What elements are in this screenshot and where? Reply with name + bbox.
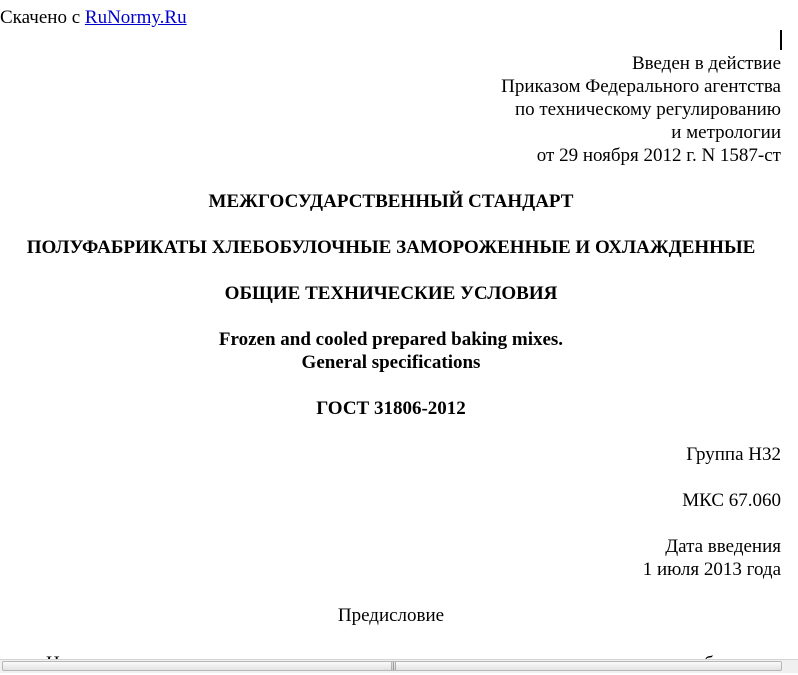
standard-type-heading: МЕЖГОСУДАРСТВЕННЫЙ СТАНДАРТ <box>208 191 574 212</box>
group-code: Группа Н32 <box>686 444 781 465</box>
approval-line-3: по техническому регулированию <box>514 99 781 120</box>
approval-line-1: Введен в действие <box>631 53 781 74</box>
mks-code: МКС 67.060 <box>682 490 781 511</box>
document-subtitle: ОБЩИЕ ТЕХНИЧЕСКИЕ УСЛОВИЯ <box>224 283 558 304</box>
english-title-line-2: General specifications <box>301 352 481 373</box>
gost-number: ГОСТ 31806-2012 <box>316 398 466 419</box>
document-title: ПОЛУФАБРИКАТЫ ХЛЕБОБУЛОЧНЫЕ ЗАМОРОЖЕННЫЕ И ОХЛАЖДЕННЫЕ <box>26 237 756 258</box>
preface-heading: Предисловие <box>337 605 445 626</box>
english-title <box>0 328 782 374</box>
source-line <box>0 6 187 29</box>
english-title-line-1: Frozen and cooled prepared baking mixes. <box>218 329 564 350</box>
approval-line-5: от 29 ноября 2012 г. N 1587-ст <box>536 145 781 166</box>
text-cursor <box>780 30 782 50</box>
approval-block <box>361 52 781 167</box>
horizontal-scrollbar[interactable] <box>0 659 798 673</box>
intro-date-value: 1 июля 2013 года <box>642 559 781 580</box>
intro-date-block <box>643 535 781 581</box>
grip-icon: ||| <box>390 661 396 670</box>
source-prefix: Скачено с <box>0 7 85 28</box>
source-link[interactable]: RuNormy.Ru <box>84 7 187 28</box>
intro-date-label: Дата введения <box>665 536 781 557</box>
approval-line-2: Приказом Федерального агентства <box>501 76 781 97</box>
approval-line-4: и метрологии <box>671 122 781 143</box>
